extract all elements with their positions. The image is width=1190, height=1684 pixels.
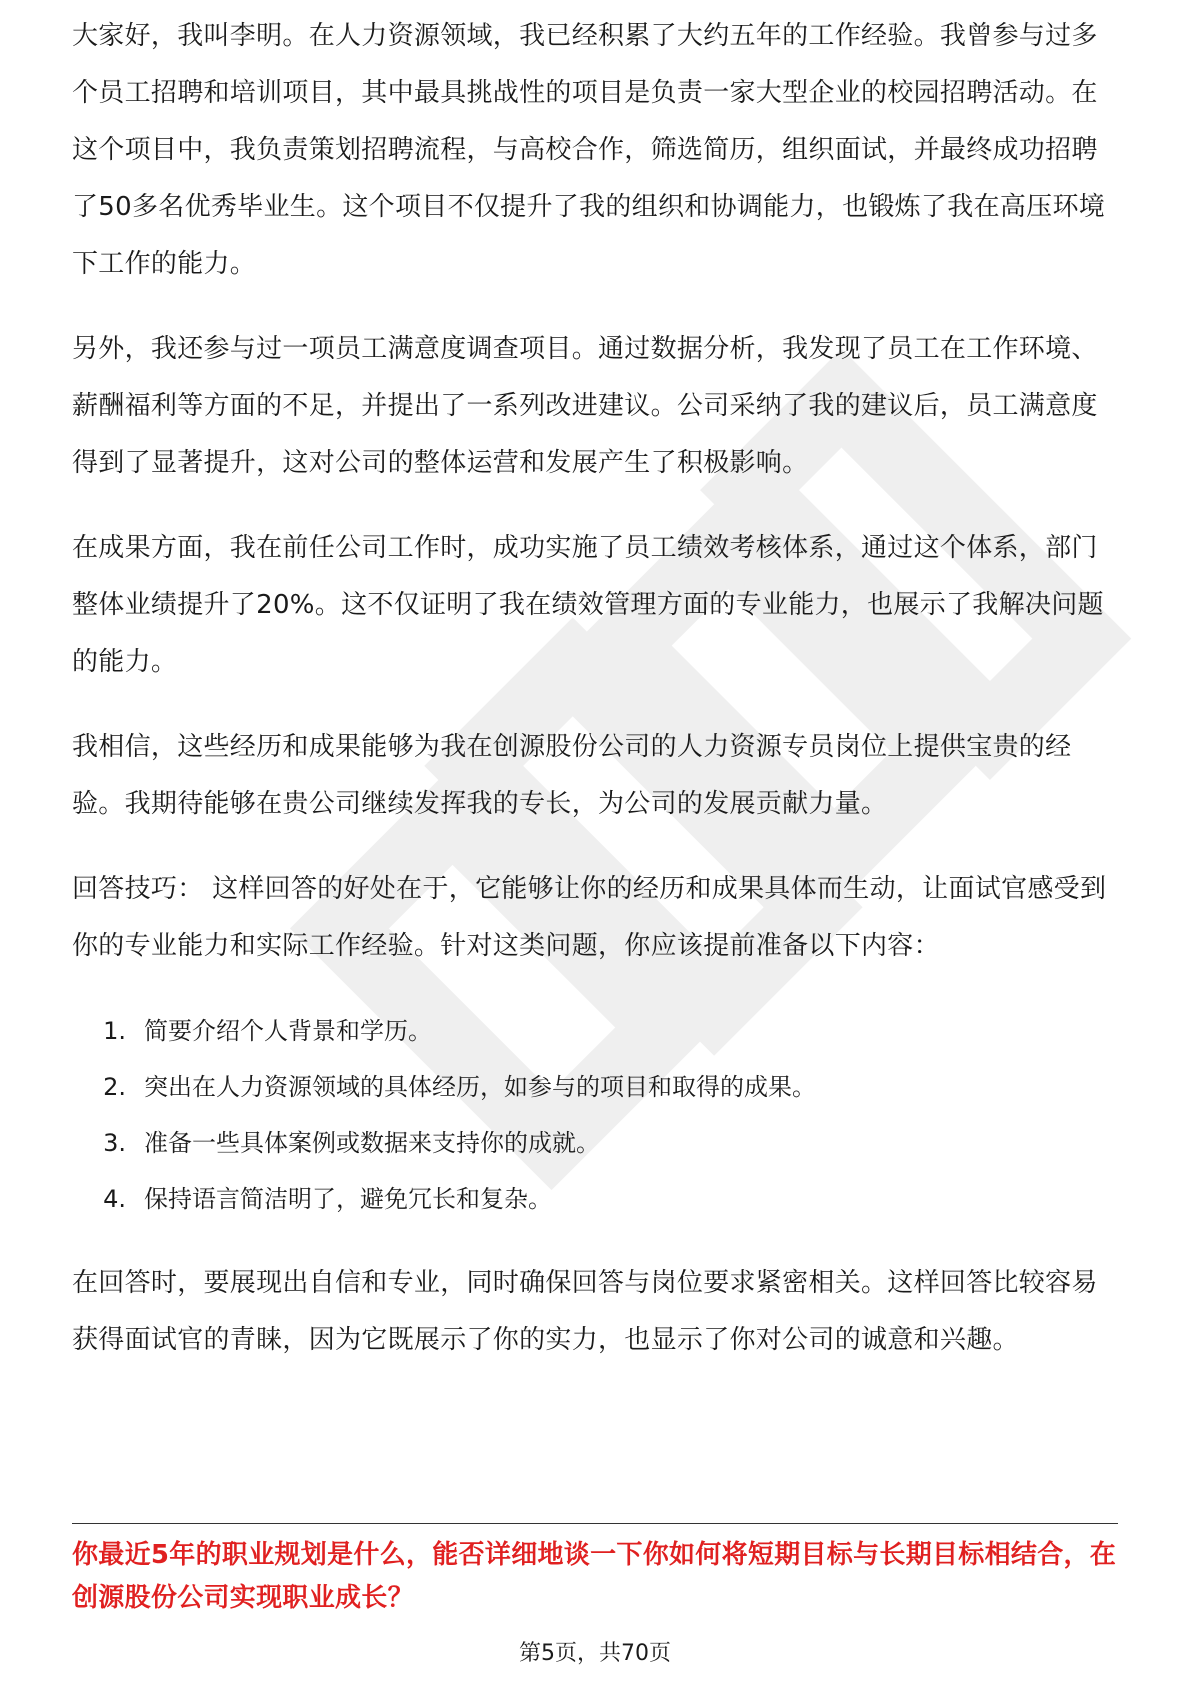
paragraph-survey-project: 另外，我还参与过一项员工满意度调查项目。通过数据分析，我发现了员工在工作环境、薪酬福利等方面的不足，并提出了一系列改进建议。公司采纳了我的建议后，员工满意度得到了显著提升，这对公司的整体运营和发展产生了积极影响。 <box>72 334 1098 478</box>
list-item: 3. 准备一些具体案例或数据来支持你的成就。 <box>103 1129 600 1157</box>
next-question-heading: 你最近5年的职业规划是什么，能否详细地谈一下你如何将短期目标与长期目标相结合，在创源股份公司实现职业成长？ <box>72 1540 1117 1613</box>
paragraph-experience: 大家好，我叫李明。在人力资源领域，我已经积累了大约五年的工作经验。我曾参与过多个员工招聘和培训项目，其中最具挑战性的项目是负责一家大型企业的校园招聘活动。在这个项目中，我负责策划招聘流程，与高校合作，筛选简历，组织面试，并最终成功招聘了50多名优秀毕业生。这个项目不仅提升了我的组织和协调能力，也锻炼了我在高压环境下工作的能力。 <box>72 21 1106 279</box>
list-item: 2. 突出在人力资源领域的具体经历，如参与的项目和取得的成果。 <box>103 1073 816 1101</box>
list-item: 4. 保持语言简洁明了，避免冗长和复杂。 <box>103 1185 552 1213</box>
paragraph-answer-tips: 回答技巧： 这样回答的好处在于，它能够让你的经历和成果具体而生动，让面试官感受到你的专业能力和实际工作经验。针对这类问题，你应该提前准备以下内容： <box>72 874 1107 961</box>
page-number: 第5页，共70页 <box>519 1641 671 1666</box>
tips-list <box>72 1003 1118 1227</box>
paragraph-achievements: 在成果方面，我在前任公司工作时，成功实施了员工绩效考核体系，通过这个体系，部门整体业绩提升了20%。这不仅证明了我在绩效管理方面的专业能力，也展示了我解决问题的能力。 <box>72 533 1104 677</box>
list-item: 1. 简要介绍个人背景和学历。 <box>103 1017 432 1045</box>
paragraph-conclusion: 我相信，这些经历和成果能够为我在创源股份公司的人力资源专员岗位上提供宝贵的经验。我期待能够在贵公司继续发挥我的专长，为公司的发展贡献力量。 <box>72 732 1072 819</box>
paragraph-closing: 在回答时，要展现出自信和专业，同时确保回答与岗位要求紧密相关。这样回答比较容易获得面试官的青睐，因为它既展示了你的实力，也显示了你对公司的诚意和兴趣。 <box>72 1268 1098 1355</box>
section-divider <box>72 1523 1118 1524</box>
answer-body <box>72 21 1118 1397</box>
